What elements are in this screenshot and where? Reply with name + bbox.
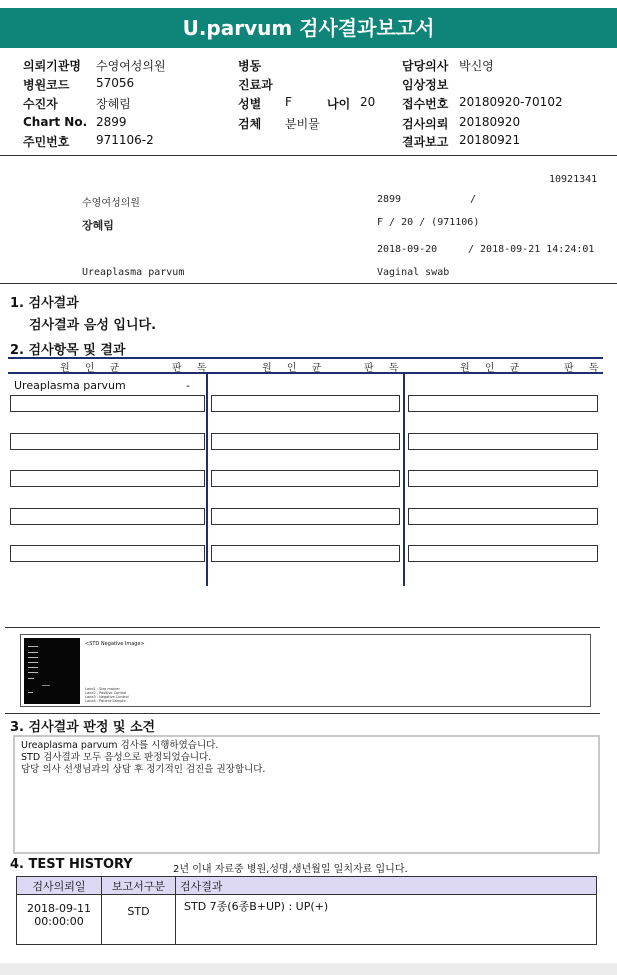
- ward-label: 병동: [238, 59, 262, 73]
- section2-title: 2. 검사항목 및 결과: [10, 343, 126, 358]
- section3-title: 3. 검사결과 판정 및 소견: [10, 720, 156, 735]
- col-pathogen-2: 원 인 균: [262, 363, 328, 374]
- id-value: 971106-2: [96, 133, 154, 147]
- sex-value: F: [285, 95, 292, 109]
- chart-label: Chart No.: [23, 115, 88, 129]
- sub-hospital: 수영여성의원: [82, 198, 140, 209]
- sub-specimen: Vaginal swab: [377, 267, 450, 278]
- subheader-divider: [0, 283, 617, 284]
- grid-divider-1: [206, 374, 208, 586]
- sub-sex-age: F / 20 / (971106): [377, 217, 480, 228]
- col-pathogen-1: 원 인 균: [60, 363, 126, 374]
- age-label: 나이: [327, 97, 351, 111]
- specimen-value: 분비물: [285, 117, 320, 131]
- request-value: 20180920: [459, 115, 521, 129]
- footer-bar: [0, 963, 617, 975]
- history-type: STD: [102, 895, 176, 945]
- sub-patient: 장혜림: [82, 219, 114, 232]
- history-table: [16, 876, 597, 945]
- history-header-type: 보고서구분: [102, 877, 176, 895]
- result-row1-name: Ureaplasma parvum: [14, 379, 126, 392]
- result-cell: [10, 470, 205, 487]
- image-divider-bottom: [5, 713, 600, 714]
- report-value: 20180921: [459, 133, 521, 147]
- doctor-label: 담당의사: [402, 59, 449, 73]
- report-label: 결과보고: [402, 135, 449, 149]
- remark-box: [13, 735, 600, 854]
- patient-label: 수진자: [23, 97, 58, 111]
- result-cell: [211, 470, 400, 487]
- history-time: 00:00:00: [34, 915, 84, 928]
- col-judge-3: 판 독: [564, 363, 605, 374]
- chart-value: 2899: [96, 115, 127, 129]
- history-result: STD 7종(6종B+UP) : UP(+): [176, 895, 597, 945]
- report-title: U.parvum 검사결과보고서: [0, 8, 617, 48]
- section1-title: 1. 검사결과: [10, 296, 79, 311]
- sub-date-reported: / 2018-09-21 14:24:01: [468, 244, 595, 255]
- history-date-cell: [17, 895, 102, 945]
- hospital-label: 의뢰기관명: [23, 59, 81, 73]
- sub-test-name: Ureaplasma parvum: [82, 267, 185, 278]
- sub-chart: 2899: [377, 194, 402, 205]
- sub-date-received: 2018-09-20: [377, 244, 438, 255]
- result-cell: [211, 545, 400, 562]
- col-judge-1: 판 독: [172, 363, 213, 374]
- history-header-date: 검사의뢰일: [17, 877, 102, 895]
- col-pathogen-3: 원 인 균: [460, 363, 526, 374]
- remark-line: STD 검사결과 모두 음성으로 판정되었습니다.: [21, 752, 212, 763]
- gel-legend-3: Lane3 : Negative Control: [85, 695, 129, 699]
- code-value: 57056: [96, 76, 135, 90]
- result-cell: [10, 508, 205, 525]
- accession-value: 20180920-70102: [459, 95, 563, 109]
- section4-title: 4. TEST HISTORY: [10, 857, 133, 872]
- remark-line: 담당 의사 선생님과의 상담 후 정기적인 검진을 권장합니다.: [21, 764, 266, 775]
- result-cell: [211, 508, 400, 525]
- result-cell: [408, 395, 598, 412]
- dept-label: 진료과: [238, 78, 273, 92]
- history-note: 2년 이내 자료중 병원,성명,생년월일 일치자료 입니다.: [173, 864, 408, 875]
- history-row: [17, 895, 597, 945]
- hospital-value: 수영여성의원: [96, 59, 166, 73]
- remark-line: Ureaplasma parvum 검사를 시행하였습니다.: [21, 740, 219, 751]
- image-divider-top: [5, 627, 600, 628]
- sub-slash: /: [470, 194, 477, 205]
- result-cell: [408, 508, 598, 525]
- history-date: 2018-09-11: [27, 902, 91, 915]
- code-label: 병원코드: [23, 78, 70, 92]
- clinical-label: 임상정보: [402, 78, 449, 92]
- header-divider: [0, 155, 617, 156]
- accession-label: 접수번호: [402, 97, 449, 111]
- result-cell: [408, 470, 598, 487]
- gel-legend-2: Lane2 : Positive Control: [85, 691, 127, 695]
- patient-value: 장혜림: [96, 97, 131, 111]
- gel-legend-1: Lane1 : Size marker: [85, 687, 120, 691]
- history-header-result: 검사결과: [176, 877, 597, 895]
- result-cell: [10, 545, 205, 562]
- result-row1-value: -: [186, 379, 190, 392]
- gel-caption: <STD Negative Image>: [85, 641, 145, 647]
- result-cell: [10, 433, 205, 450]
- gel-image-panel: [20, 634, 591, 707]
- result-cell: [408, 545, 598, 562]
- result-cell: [10, 395, 205, 412]
- section1-result: 검사결과 음성 입니다.: [29, 318, 157, 333]
- grid-divider-2: [403, 374, 405, 586]
- gel-image: [24, 638, 80, 704]
- id-label: 주민번호: [23, 135, 70, 149]
- result-cell: [408, 433, 598, 450]
- specimen-label: 검체: [238, 117, 262, 131]
- request-label: 검사의뢰: [402, 117, 449, 131]
- result-grid-header: [8, 357, 603, 374]
- col-judge-2: 판 독: [364, 363, 405, 374]
- report-number: 10921341: [549, 174, 598, 185]
- result-cell: [211, 395, 400, 412]
- doctor-value: 박신영: [459, 59, 494, 73]
- gel-legend-4: Lane4 : Patient Sample: [85, 699, 126, 703]
- age-value: 20: [360, 95, 376, 109]
- result-cell: [211, 433, 400, 450]
- sex-label: 성별: [238, 97, 262, 111]
